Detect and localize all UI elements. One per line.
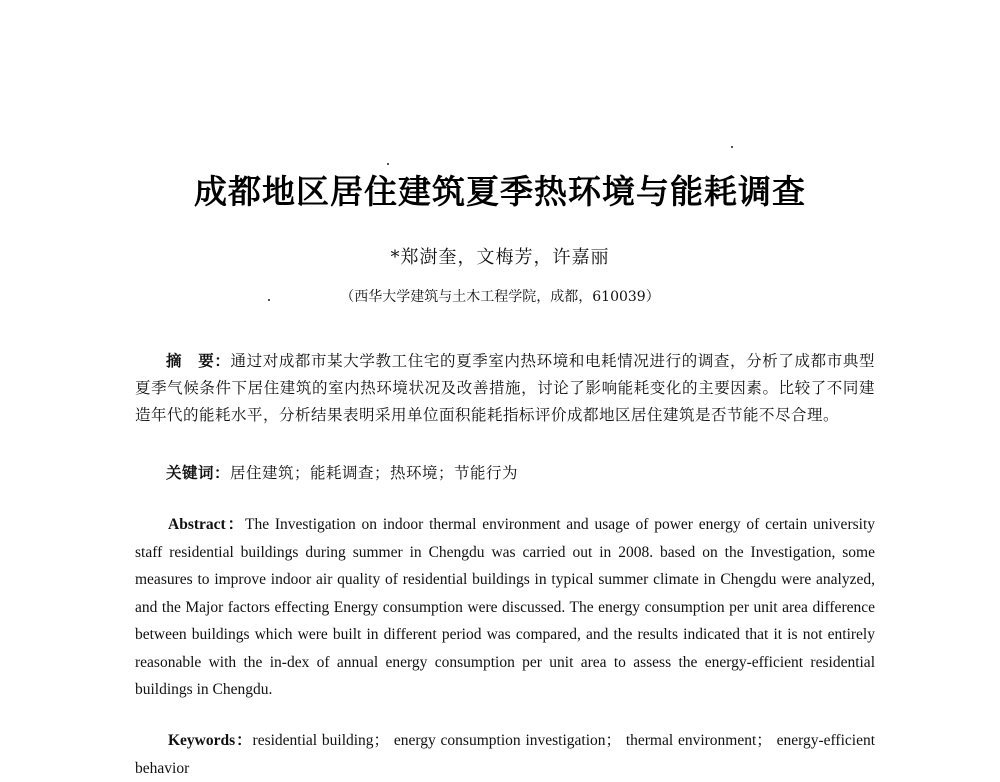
- paper-title: 成都地区居住建筑夏季热环境与能耗调查: [194, 172, 806, 211]
- chinese-abstract-text: 通过对成都市某大学教工住宅的夏季室内热环境和电耗情况进行的调查，分析了成都市典型夏季气候条件下居住建筑的室内热环境状况及改善措施，讨论了影响能耗变化的主要因素。比较了不同建造年代的能耗水平，分析结果表明采用单位面积能耗指标评价成都地区居住建筑是否节能不尽合理。: [135, 352, 875, 424]
- author-list: *郑澍奎，文梅芳，许嘉丽: [390, 247, 610, 268]
- english-abstract-text: The Investigation on indoor thermal environment and usage of power energy of certain university staff residential buildings during summer in Chengdu was carried out in 2008. based on the Investigation, some measures to improve indoor air quality of residential buildings in typical summer climate in Chengdu were analyzed, and the Major factors effecting Energy consumption were discussed. The energy consumption per unit area difference between buildings which were built in different period was compared, and the results indicated that it is not entirely reasonable with the in-dex of annual energy consumption per unit area to assess the energy-efficient residential buildings in Chengdu.: [135, 516, 875, 698]
- chinese-abstract: [135, 347, 875, 429]
- english-keywords: [135, 727, 875, 782]
- chinese-keywords: [166, 459, 875, 487]
- chinese-keywords-text: 居住建筑；能耗调查；热环境；节能行为: [230, 464, 519, 482]
- scan-speck: [731, 146, 733, 148]
- author-affiliation: （西华大学建筑与土木工程学院，成都，610039）: [340, 289, 660, 305]
- english-abstract: [135, 511, 875, 704]
- chinese-keywords-label: 关键词：: [166, 463, 231, 482]
- chinese-abstract-label: 摘 要：: [166, 351, 231, 370]
- english-keywords-text: residential building； energy consumption investigation； thermal environment； energy-efficient behavior: [135, 732, 876, 777]
- scan-speck: [387, 163, 389, 165]
- english-keywords-label: Keywords：: [168, 732, 253, 749]
- english-abstract-label: Abstract：: [168, 516, 245, 533]
